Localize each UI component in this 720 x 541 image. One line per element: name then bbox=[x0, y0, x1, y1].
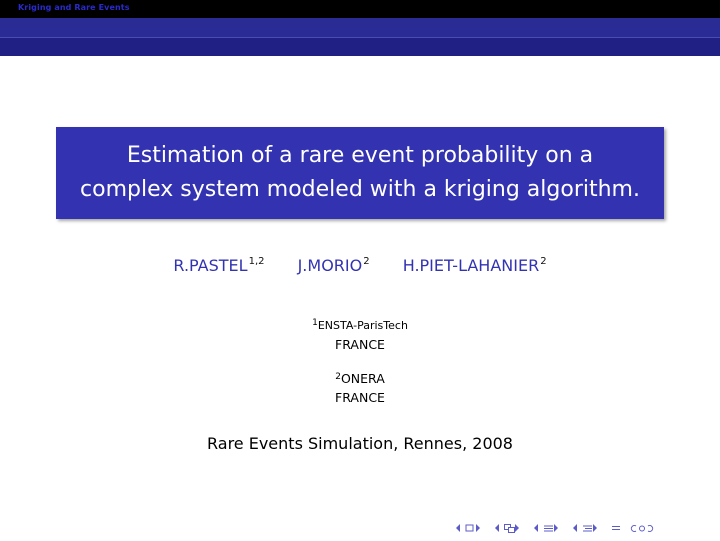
nav-left-arrow-icon[interactable] bbox=[455, 524, 465, 532]
institution-number: 2 bbox=[335, 372, 341, 382]
title-line-2: complex system modeled with a kriging algorithm. bbox=[80, 177, 640, 202]
align-icon[interactable] bbox=[611, 524, 621, 532]
nav-right-arrow-icon[interactable] bbox=[592, 524, 602, 532]
author-name: H.PIET-LAHANIER bbox=[402, 256, 540, 275]
section-list-icon[interactable] bbox=[582, 524, 592, 533]
header-bar bbox=[0, 0, 720, 18]
author-piet-lahanier bbox=[403, 256, 547, 275]
title-line-1: Estimation of a rare event probability on a bbox=[126, 143, 594, 168]
nav-right-arrow-icon[interactable] bbox=[475, 524, 485, 532]
undo-redo-icon[interactable] bbox=[630, 524, 656, 533]
header-band-upper bbox=[0, 18, 720, 38]
title-block bbox=[56, 127, 664, 219]
frame-box-icon[interactable] bbox=[465, 524, 475, 532]
authors-line bbox=[0, 256, 720, 275]
running-title[interactable]: Kriging and Rare Events bbox=[18, 3, 130, 12]
nav-left-arrow-icon[interactable] bbox=[533, 524, 543, 532]
institution-country: FRANCE bbox=[335, 390, 385, 405]
beamer-navigation-bar bbox=[455, 522, 656, 534]
institution-ensta bbox=[0, 314, 720, 354]
institution-onera bbox=[0, 368, 720, 407]
header-band-lower bbox=[0, 38, 720, 56]
nav-left-arrow-icon[interactable] bbox=[572, 524, 582, 532]
nav-left-arrow-icon[interactable] bbox=[494, 524, 504, 532]
author-affiliation: 1,2 bbox=[248, 256, 265, 267]
institution-number: 1 bbox=[312, 318, 318, 328]
author-pastel bbox=[173, 256, 264, 275]
subsection-icon[interactable] bbox=[504, 524, 514, 533]
section-icon[interactable] bbox=[543, 524, 553, 533]
institution-country: FRANCE bbox=[335, 337, 385, 352]
institution-name: ENSTA-ParisTech bbox=[317, 319, 408, 332]
presentation-title bbox=[60, 139, 660, 207]
author-name: J.MORIO bbox=[297, 256, 363, 275]
institution-name: ONERA bbox=[340, 371, 385, 386]
author-affiliation: 2 bbox=[363, 256, 370, 267]
nav-right-arrow-icon[interactable] bbox=[514, 524, 524, 532]
event-line: Rare Events Simulation, Rennes, 2008 bbox=[207, 434, 513, 453]
author-name: R.PASTEL bbox=[173, 256, 248, 275]
author-morio bbox=[298, 256, 370, 275]
author-affiliation: 2 bbox=[540, 256, 547, 267]
nav-right-arrow-icon[interactable] bbox=[553, 524, 563, 532]
